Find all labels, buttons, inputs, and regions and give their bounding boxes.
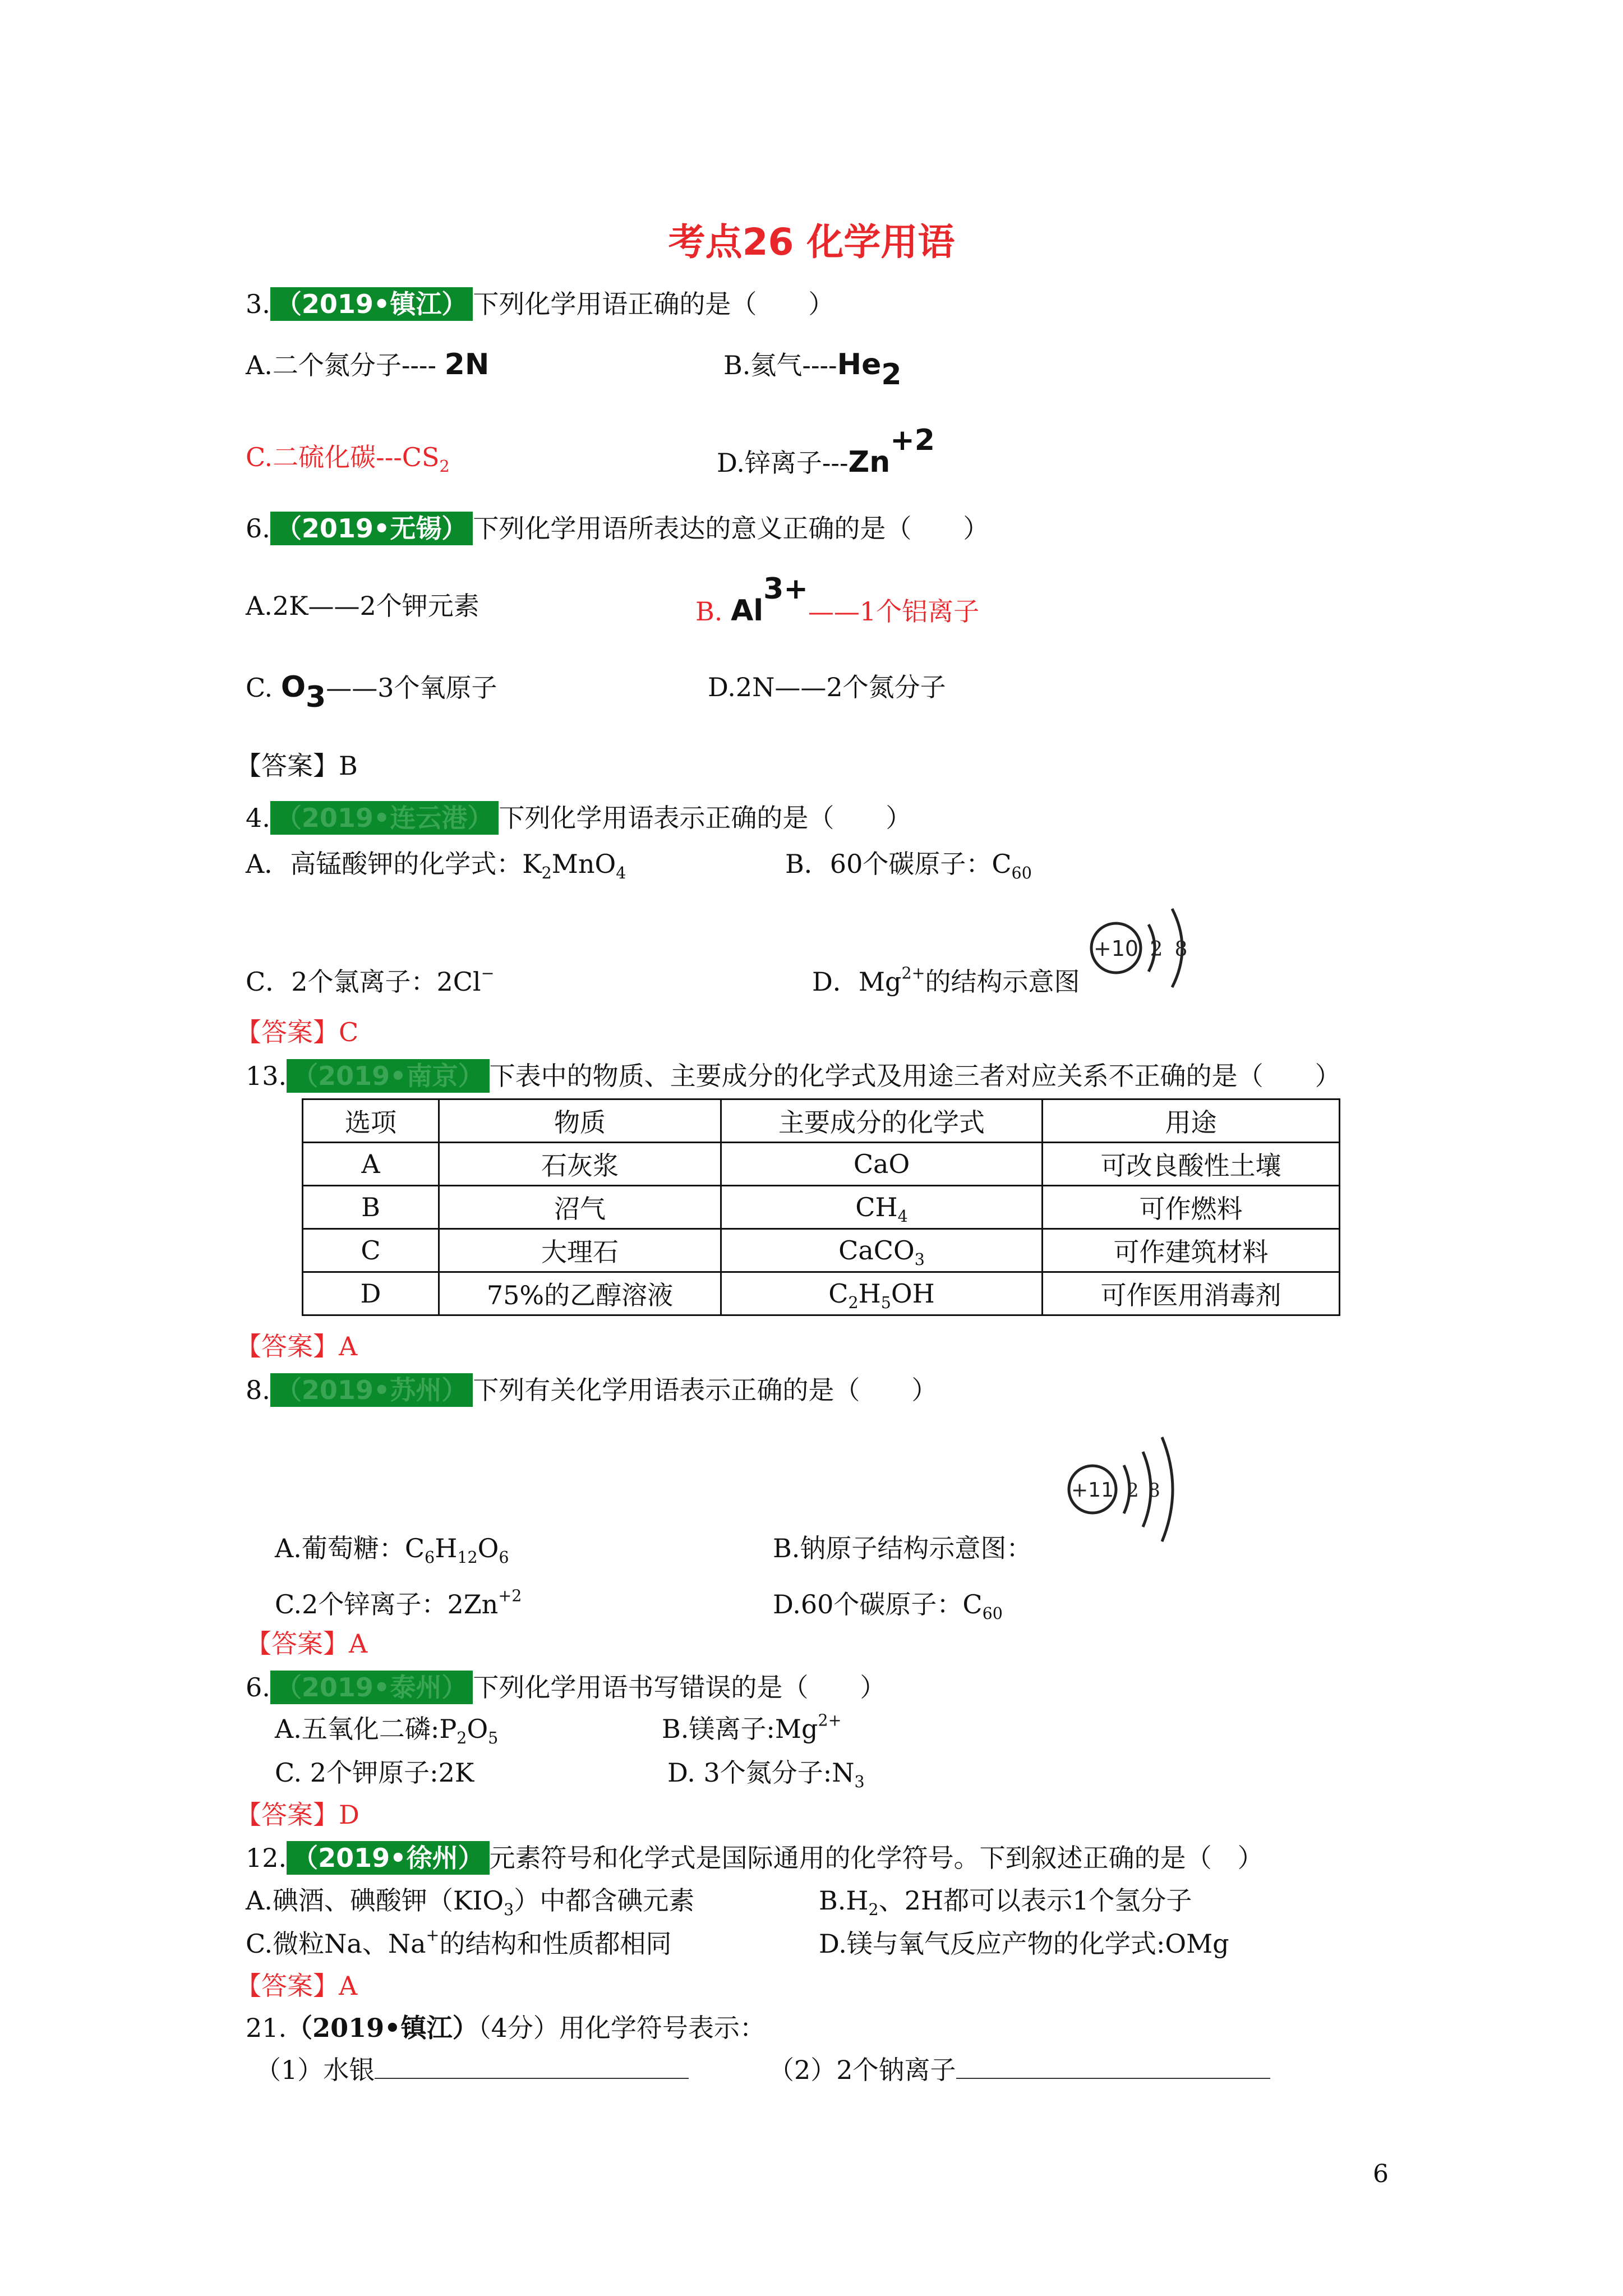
option-b: B.钠原子结构示意图：	[773, 1533, 1032, 1563]
shell-2-count: 8	[1174, 938, 1188, 961]
table-header-row	[303, 1099, 1340, 1143]
question-13-nanjing: 13. （2019•南京） 下表中的物质、主要成分的化学式及用途三者对应关系不正确的是（ ）	[246, 1059, 1341, 1093]
option-a: A.二个氮分子---- 2N	[246, 348, 490, 381]
question-21-zhenjiang: 21.（2019•镇江）（4分）用化学符号表示：	[246, 2013, 766, 2043]
page-title: 考点26 化学用语	[668, 220, 955, 264]
nucleus-charge: +11	[1071, 1479, 1114, 1502]
sodium-atom-structure-diagram	[1059, 1425, 1182, 1548]
nucleus-charge: +10	[1093, 936, 1139, 961]
option-b: B.氦气$----He_2$	[723, 348, 902, 392]
option-a: A.葡萄糖：$C_6H_{12}O_6$	[275, 1533, 509, 1567]
question-4-lianyungang: 4. （2019•连云港） 下列化学用语表示正确的是（ ）	[246, 801, 911, 835]
table-row: B 沼气 $CH_4$ 可作燃料	[303, 1186, 1340, 1229]
table-row: C 大理石 CaCO$_3$ 可作建筑材料	[303, 1229, 1340, 1272]
page-number: 6	[1373, 2160, 1389, 2188]
answer-line: 【答案】A	[236, 1971, 358, 2001]
option-d: D.2N——2个氮分子	[708, 672, 946, 702]
source-tag: （2019•镇江）	[287, 2013, 478, 2043]
shell-1-count: 2	[1127, 1479, 1139, 1502]
question-6-wuxi: 6. （2019•无锡） 下列化学用语所表达的意义正确的是（ ）	[246, 512, 989, 545]
fill-blank-2: （2）2个钠离子	[768, 2053, 1270, 2087]
option-d: D.60个碳原子：$C_{60}$	[773, 1589, 1003, 1623]
header-cell: 用途	[1043, 1099, 1340, 1143]
header-cell: 选项	[303, 1099, 439, 1143]
source-tag: （2019•南京）	[287, 1059, 489, 1093]
answer-line: 【答案】D	[236, 1800, 359, 1830]
option-b: B．60个碳原子：$C_{60}$	[785, 849, 1032, 882]
answer-line: 【答案】A	[236, 1331, 358, 1361]
option-b: $B.H_2$、2H都可以表示1个氢分子	[819, 1885, 1192, 1919]
option-d: D．$Mg^{2+}$的结构示意图	[812, 964, 1080, 997]
option-a: A.2K——2个钾元素	[246, 591, 479, 621]
answer-blank[interactable]	[956, 2053, 1270, 2079]
question-12-xuzhou: 12. （2019•徐州） 元素符号和化学式是国际通用的化学符号。下到叙述正确的是（ ）	[246, 1841, 1264, 1875]
option-c-answer: C.二硫化碳$---CS_2$	[246, 442, 450, 476]
header-cell: 主要成分的化学式	[721, 1099, 1043, 1143]
source-tag: （2019•徐州）	[287, 1841, 489, 1875]
answer-blank[interactable]	[375, 2053, 689, 2079]
answer-line: 【答案】B	[236, 751, 358, 781]
option-d: D.镁与氧气反应产物的化学式:OMg	[819, 1929, 1229, 1959]
option-d: D.锌离子$---Zn^{+2}$	[717, 424, 935, 479]
question-8-suzhou: 8. （2019•苏州） 下列有关化学用语表示正确的是（ ）	[246, 1373, 937, 1407]
option-b: B.镁离子$:Mg^{2+}$	[662, 1711, 842, 1744]
source-tag: （2019•连云港）	[270, 801, 499, 835]
option-a: A．高锰酸钾的化学式：$K_2MnO_4$	[246, 849, 626, 882]
shell-2-count: 8	[1148, 1479, 1160, 1502]
header-cell: 物质	[439, 1099, 721, 1143]
shell-1-count: 2	[1150, 938, 1163, 961]
answer-line: 【答案】C	[236, 1017, 359, 1047]
option-a: A.碘酒、碘酸钾$(KIO_3)$中都含碘元素	[246, 1885, 695, 1919]
table-row: A 石灰浆 CaO 可改良酸性土壤	[303, 1143, 1340, 1186]
question-3-zhenjiang: 3. （2019•镇江） 下列化学用语正确的是（ ）	[246, 287, 834, 321]
option-d: D. 3个氮分子$:N_3$	[667, 1757, 865, 1791]
fill-blank-1: （1）水银	[255, 2053, 689, 2087]
table-row: D 75%的乙醇溶液 $C_2H_5OH$ 可作医用消毒剂	[303, 1272, 1340, 1315]
answer-line: 【答案】A	[246, 1628, 368, 1659]
option-c: C. 2个钾原子:2K	[275, 1757, 474, 1788]
source-tag: （2019•镇江）	[270, 287, 473, 321]
source-tag: （2019•苏州）	[270, 1373, 473, 1407]
option-c: C．2个氯离子：2Cl−	[246, 964, 495, 997]
option-c: C. $O_3——3$个氧原子	[246, 670, 497, 715]
substance-table	[302, 1098, 1340, 1316]
option-b-answer: B. $Al^{3+}——1$个铝离子	[695, 572, 980, 628]
option-a: A.五氧化二磷$:P_2O_5$	[275, 1714, 499, 1747]
source-tag: （2019•无锡）	[270, 512, 473, 545]
option-c: C.2个锌离子：$2Zn^{+2}$	[275, 1586, 522, 1619]
question-6-taizhou: 6. （2019•泰州） 下列化学用语书写错误的是（ ）	[246, 1671, 886, 1704]
option-c: C.微粒Na、Na+的结构和性质都相同	[246, 1926, 672, 1959]
mg-ion-structure-diagram	[1082, 892, 1217, 1004]
source-tag: （2019•泰州）	[270, 1671, 473, 1704]
